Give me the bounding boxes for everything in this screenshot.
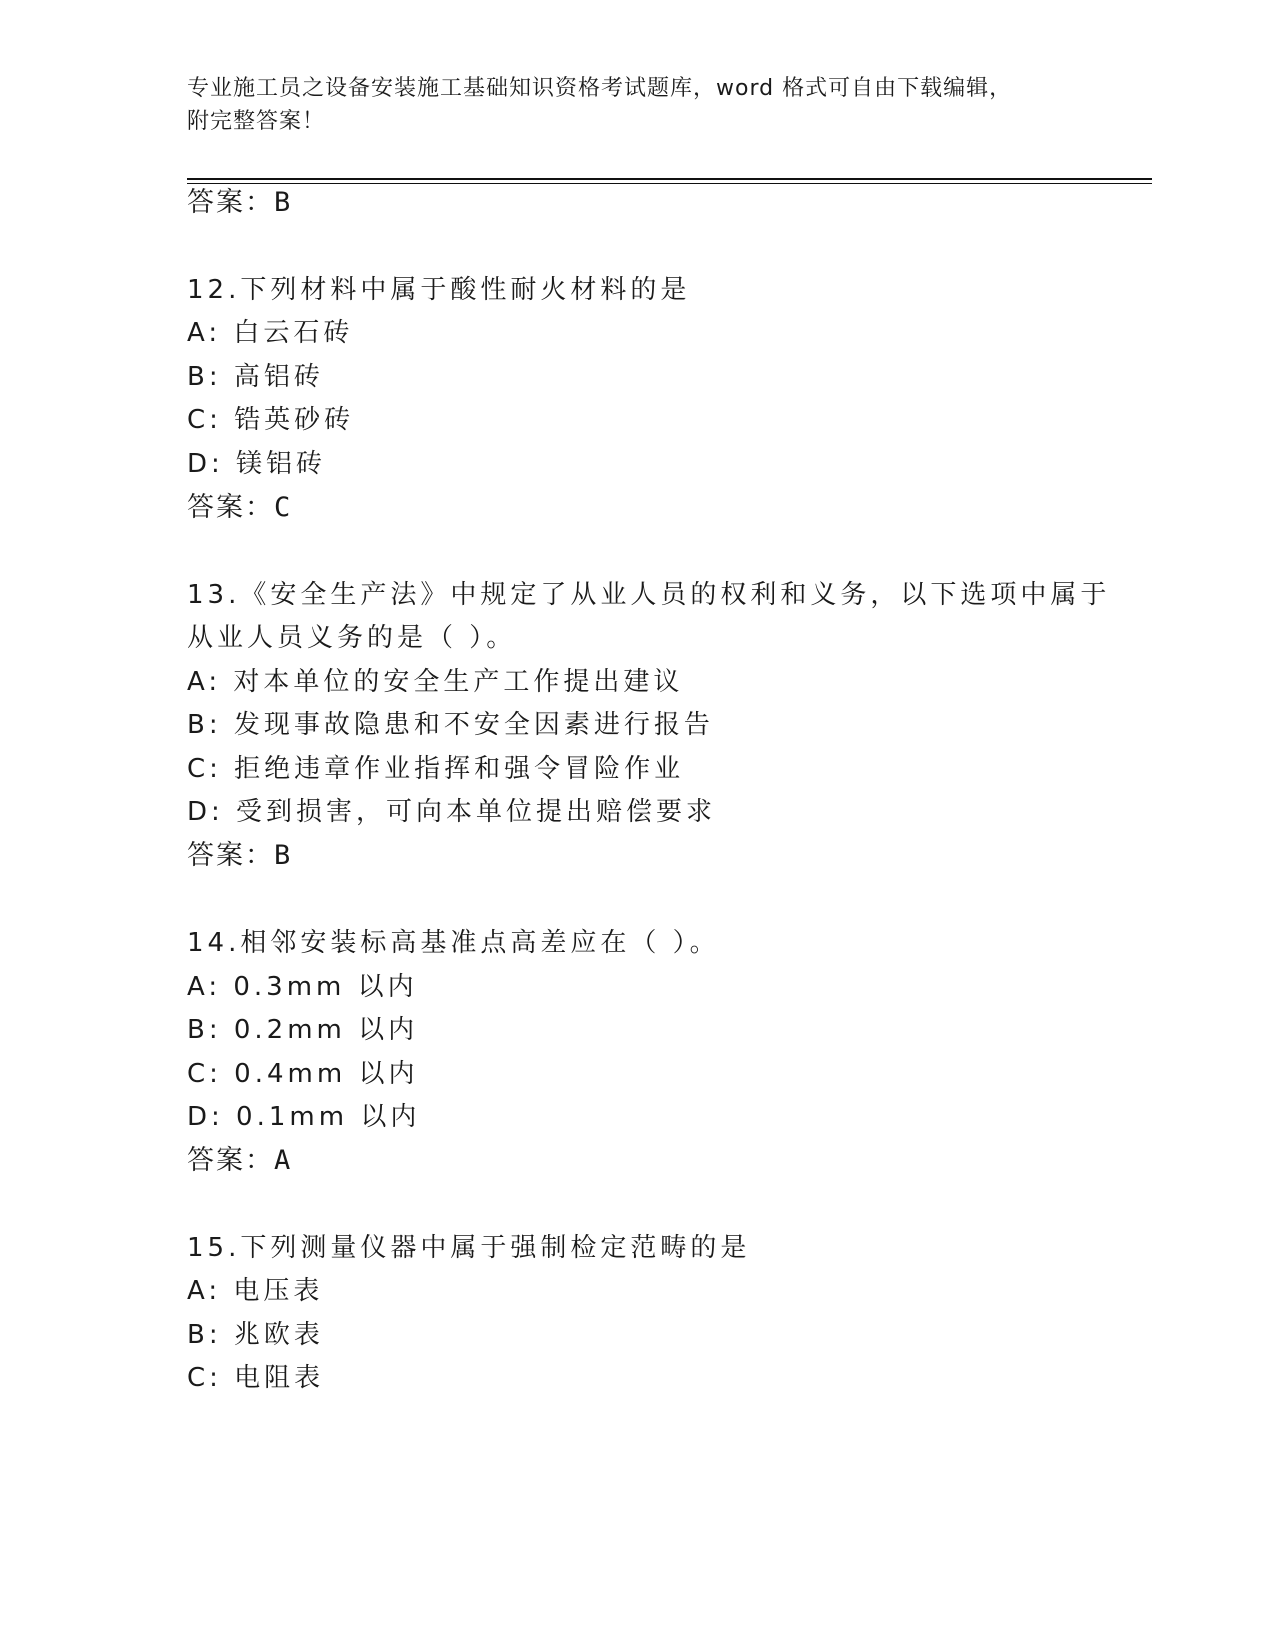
answer-value: C bbox=[274, 492, 293, 523]
question-15-stem: 15.下列测量仪器中属于强制检定范畴的是 bbox=[187, 1233, 751, 1263]
answer-value: B bbox=[274, 187, 293, 218]
question-12-option-c: C: 锆英砂砖 bbox=[187, 405, 355, 435]
question-14-option-b: B: 0.2mm 以内 bbox=[187, 1015, 419, 1045]
question-13-option-c: C: 拒绝违章作业指挥和强令冒险作业 bbox=[187, 754, 685, 784]
answer-14 bbox=[187, 1145, 292, 1177]
answer-12 bbox=[187, 492, 292, 524]
header-line-1: 专业施工员之设备安装施工基础知识资格考试题库，word 格式可自由下载编辑， bbox=[187, 76, 1013, 101]
question-15-option-c: C: 电阻表 bbox=[187, 1363, 325, 1393]
answer-value: B bbox=[274, 840, 293, 871]
answer-value: A bbox=[274, 1145, 293, 1176]
question-14-option-a: A: 0.3mm 以内 bbox=[187, 972, 418, 1002]
question-13-stem-line-2: 从业人员义务的是（ ）。 bbox=[187, 623, 517, 653]
answer-label: 答案： bbox=[187, 187, 274, 218]
answer-label: 答案： bbox=[187, 840, 274, 871]
question-14-option-c: C: 0.4mm 以内 bbox=[187, 1059, 419, 1089]
question-15-option-b: B: 兆欧表 bbox=[187, 1320, 324, 1350]
question-12-stem: 12.下列材料中属于酸性耐火材料的是 bbox=[187, 275, 691, 305]
question-15-option-a: A: 电压表 bbox=[187, 1276, 324, 1306]
question-13-option-b: B: 发现事故隐患和不安全因素进行报告 bbox=[187, 710, 714, 740]
question-13-option-a: A: 对本单位的安全生产工作提出建议 bbox=[187, 667, 684, 697]
question-14-option-d: D: 0.1mm 以内 bbox=[187, 1102, 421, 1132]
answer-13 bbox=[187, 840, 292, 872]
question-12-option-b: B: 高铝砖 bbox=[187, 362, 324, 392]
question-13-option-d: D: 受到损害，可向本单位提出赔偿要求 bbox=[187, 797, 717, 827]
header-divider-thick bbox=[187, 178, 1152, 180]
header-line-2: 附完整答案！ bbox=[187, 109, 326, 134]
answer-label: 答案： bbox=[187, 1145, 274, 1176]
question-12-option-d: D: 镁铝砖 bbox=[187, 449, 327, 479]
question-12-option-a: A: 白云石砖 bbox=[187, 318, 354, 348]
answer-11 bbox=[187, 187, 292, 219]
header-divider-thin bbox=[187, 183, 1152, 184]
question-14-stem: 14.相邻安装标高基准点高差应在（ ）。 bbox=[187, 928, 720, 958]
document-header bbox=[187, 72, 1087, 138]
question-13-stem-line-1: 13.《安全生产法》中规定了从业人员的权利和义务，以下选项中属于 bbox=[187, 580, 1111, 610]
answer-label: 答案： bbox=[187, 492, 274, 523]
